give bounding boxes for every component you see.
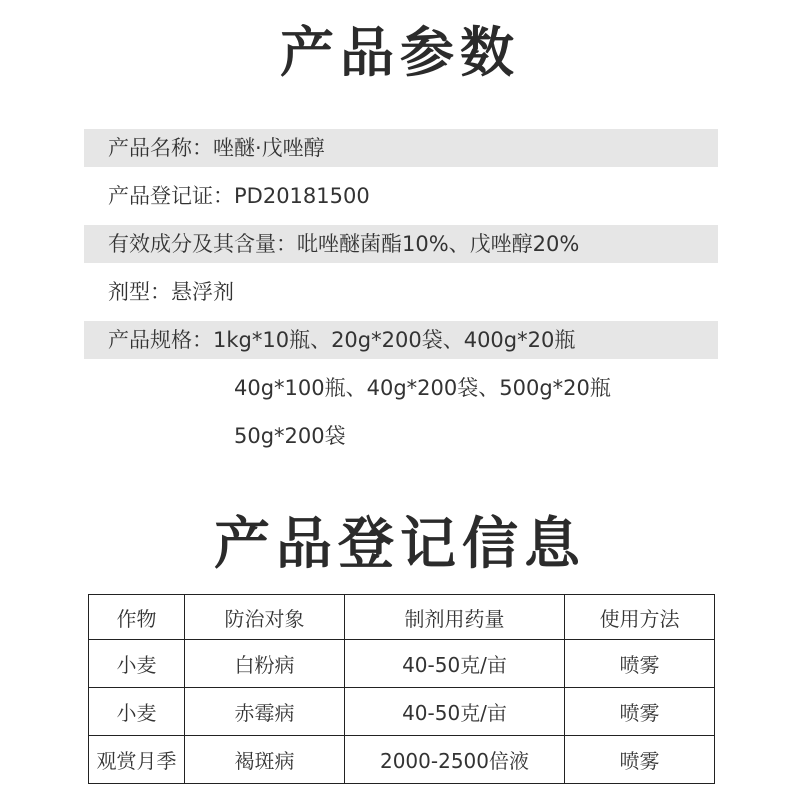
- param-product-name: 产品名称：唑醚·戊唑醇: [84, 129, 718, 167]
- param-spec-line-1: 产品规格：1kg*10瓶、20g*200袋、400g*20瓶: [84, 321, 718, 359]
- cell-crop: 观赏月季: [89, 736, 185, 784]
- cell-target: 白粉病: [185, 640, 345, 688]
- cell-method: 喷雾: [565, 688, 715, 736]
- cell-target: 赤霉病: [185, 688, 345, 736]
- cell-dosage: 40-50克/亩: [345, 640, 565, 688]
- table-row: [89, 688, 715, 736]
- param-formulation: 剂型：悬浮剂: [108, 280, 234, 304]
- header-crop: 作物: [89, 595, 185, 640]
- cell-dosage: 40-50克/亩: [345, 688, 565, 736]
- cell-crop: 小麦: [89, 640, 185, 688]
- param-registration-number: 产品登记证：PD20181500: [108, 184, 370, 208]
- param-spec-line-2: 40g*100瓶、40g*200袋、500g*20瓶: [234, 376, 611, 400]
- cell-method: 喷雾: [565, 640, 715, 688]
- header-target: 防治对象: [185, 595, 345, 640]
- param-active-ingredients: 有效成分及其含量：吡唑醚菌酯10%、戊唑醇20%: [84, 225, 718, 263]
- registration-title: 产品登记信息: [214, 511, 586, 577]
- header-method: 使用方法: [565, 595, 715, 640]
- table-row: [89, 736, 715, 784]
- cell-crop: 小麦: [89, 688, 185, 736]
- table-row: [89, 640, 715, 688]
- cell-target: 褐斑病: [185, 736, 345, 784]
- params-title: 产品参数: [280, 20, 520, 84]
- registration-table: [88, 594, 715, 784]
- cell-dosage: 2000-2500倍液: [345, 736, 565, 784]
- cell-method: 喷雾: [565, 736, 715, 784]
- param-spec-line-3: 50g*200袋: [234, 424, 346, 448]
- header-dosage: 制剂用药量: [345, 595, 565, 640]
- table-header-row: [89, 595, 715, 640]
